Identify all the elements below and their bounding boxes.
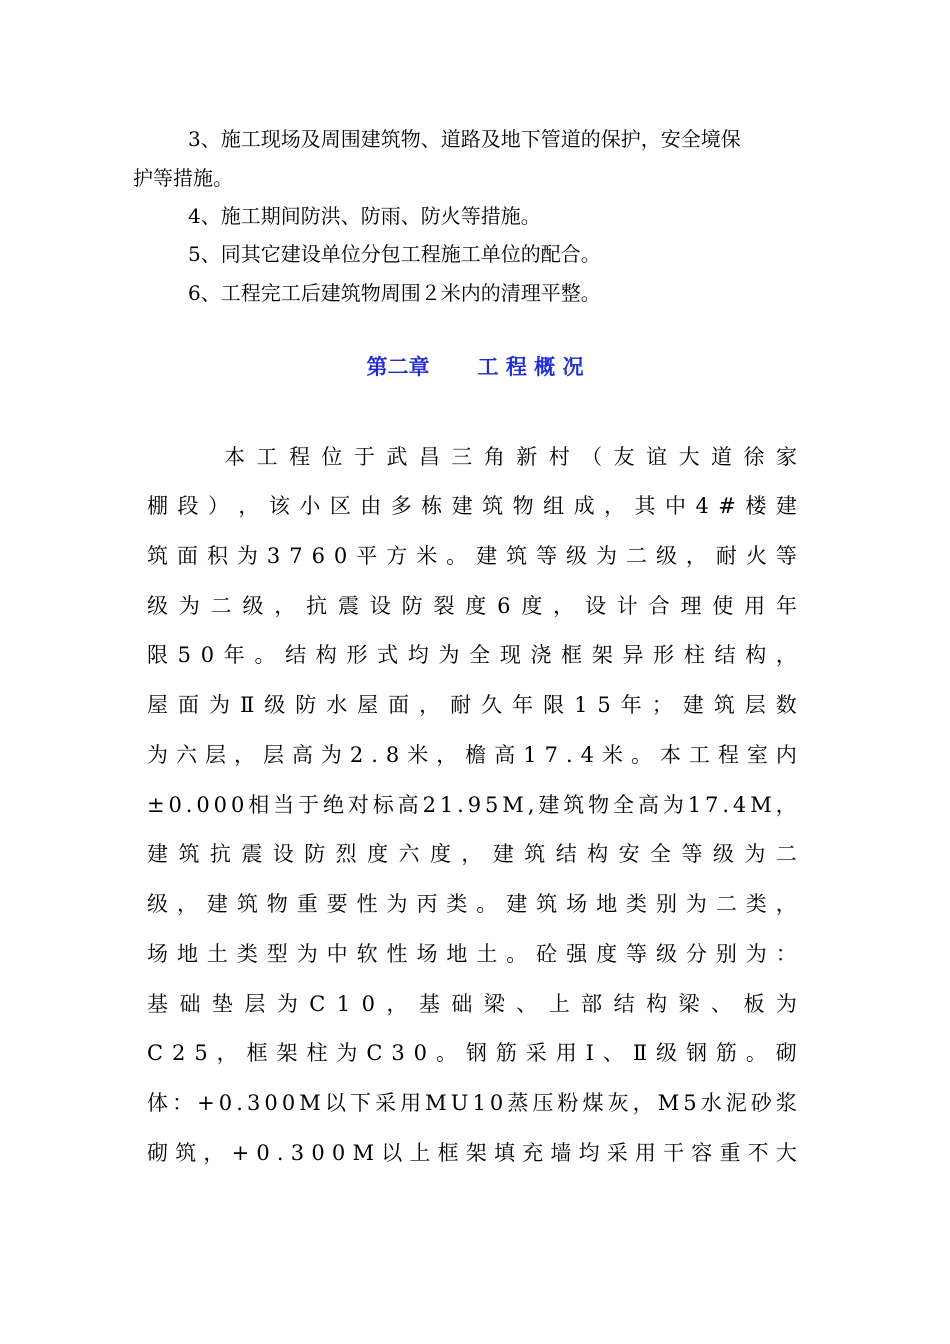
body-line: 砌 筑 ， + 0 . 3 0 0 M 以 上 框 架 填 充 墙 均 采 用 干 容 重 不 大	[147, 1141, 797, 1165]
body-line: 基 础 垫 层 为 C 1 0 ， 基 础 梁 、 上 部 结 构 梁 、 板 为	[147, 992, 797, 1016]
body-line: ± 0 . 0 0 0 相 当 于 绝 对 标 高 2 1 . 9 5 M , 建 筑 物 全 高 为 1 7 . 4 M ，	[147, 793, 797, 817]
chapter-title: 工 程 概 况	[477, 355, 584, 379]
body-line: 本 工 程 位 于 武 昌 三 角 新 村 （ 友 谊 大 道 徐 家	[224, 445, 797, 469]
list-item-3-line-2: 护等措施。	[133, 166, 233, 190]
body-line: C 2 5 ， 框 架 柱 为 C 3 0 。 钢 筋 采 用 Ⅰ 、 Ⅱ 级 钢 筋 。 砌	[147, 1041, 797, 1065]
list-item-5: 5、同其它建设单位分包工程施工单位的配合。	[188, 242, 601, 266]
body-line: 级 ， 建 筑 物 重 要 性 为 丙 类 。 建 筑 场 地 类 别 为 二 类 ，	[147, 892, 797, 916]
body-line: 场 地 土 类 型 为 中 软 性 场 地 土 。 砼 强 度 等 级 分 别 为 ：	[147, 942, 797, 966]
list-item-6: 6、工程完工后建筑物周围２米内的清理平整。	[188, 281, 601, 305]
list-item-3-line-1: 3、施工现场及周围建筑物、道路及地下管道的保护，安全境保	[188, 127, 741, 151]
body-line: 筑 面 积 为 3 7 6 0 平 方 米 。 建 筑 等 级 为 二 级 ， 耐 火 等	[147, 544, 797, 568]
chapter-number: 第二章	[366, 355, 430, 379]
body-line: 级 为 二 级 ， 抗 震 设 防 裂 度 6 度 ， 设 计 合 理 使 用 年	[147, 594, 797, 618]
list-item-4: 4、施工期间防洪、防雨、防火等措施。	[188, 204, 541, 228]
body-line: 棚 段 ） ， 该 小 区 由 多 栋 建 筑 物 组 成 ， 其 中 4 # 楼 建	[147, 494, 797, 518]
body-line: 体 ： + 0 . 3 0 0 M 以 下 采 用 M U 1 0 蒸 压 粉 煤 灰 ， M 5 水 泥 砂 浆	[147, 1091, 797, 1115]
chapter-heading	[0, 353, 950, 381]
body-line: 建 筑 抗 震 设 防 烈 度 六 度 ， 建 筑 结 构 安 全 等 级 为 二	[147, 842, 797, 866]
body-line: 为 六 层 ， 层 高 为 2 . 8 米 ， 檐 高 1 7 . 4 米 。 本 工 程 室 内	[147, 743, 797, 767]
body-line: 限 5 0 年 。 结 构 形 式 均 为 全 现 浇 框 架 异 形 柱 结 构 ，	[147, 643, 797, 667]
body-line: 屋 面 为 Ⅱ 级 防 水 屋 面 ， 耐 久 年 限 1 5 年 ； 建 筑 层 数	[147, 693, 797, 717]
